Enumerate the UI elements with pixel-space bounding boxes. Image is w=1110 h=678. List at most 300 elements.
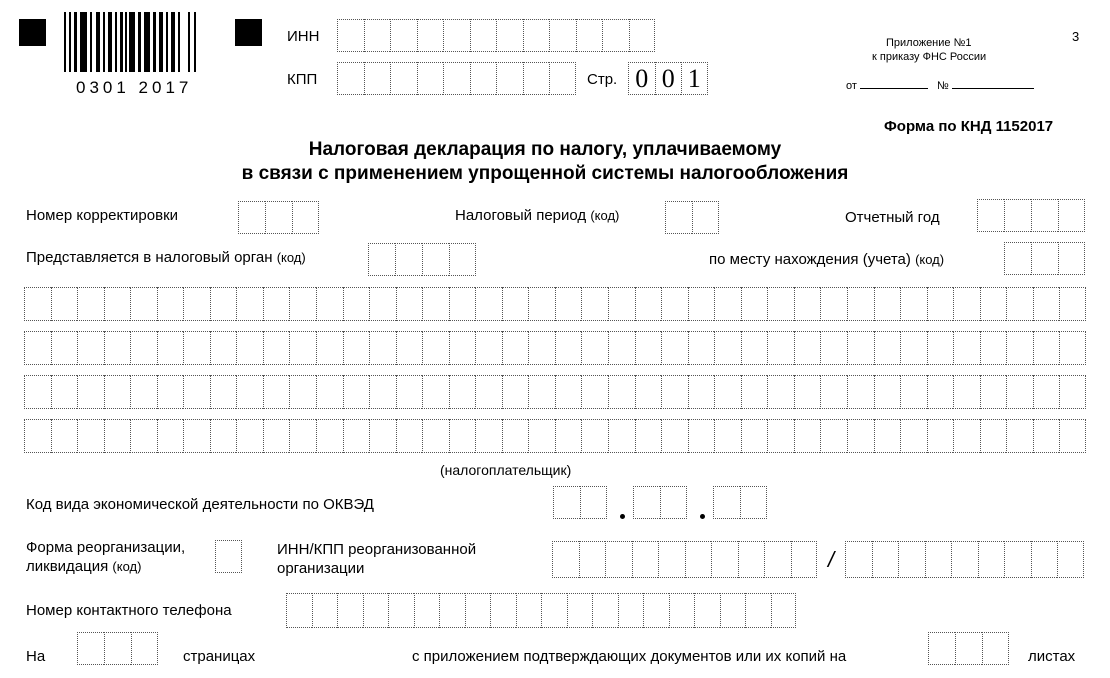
input-cell[interactable] (608, 375, 635, 409)
input-cell[interactable] (364, 19, 391, 52)
input-cell[interactable] (77, 287, 104, 321)
input-cell[interactable] (555, 331, 582, 365)
input-cell[interactable] (369, 287, 396, 321)
input-cell[interactable] (343, 419, 370, 453)
input-cell[interactable] (714, 331, 741, 365)
input-cell[interactable] (629, 19, 656, 52)
input-cell[interactable] (953, 375, 980, 409)
input-cell[interactable] (369, 331, 396, 365)
input-cell[interactable] (210, 287, 237, 321)
input-cell[interactable] (955, 632, 982, 665)
input-cell[interactable] (265, 201, 292, 234)
input-cell[interactable] (236, 419, 263, 453)
input-cell[interactable] (1006, 419, 1033, 453)
input-cell[interactable] (928, 632, 955, 665)
input-cell[interactable] (475, 331, 502, 365)
input-cell[interactable] (1059, 287, 1086, 321)
input-cell[interactable] (496, 62, 523, 95)
input-cell[interactable] (635, 419, 662, 453)
input-cell[interactable] (767, 331, 794, 365)
input-cell[interactable] (660, 486, 687, 519)
input-cell[interactable] (767, 287, 794, 321)
input-cell[interactable] (714, 419, 741, 453)
title-line2: в связи с применением упрощенной системы налогообложения (241, 163, 849, 184)
input-cell[interactable] (104, 287, 131, 321)
input-cell[interactable] (490, 593, 516, 628)
tax-authority-field[interactable] (368, 243, 476, 276)
input-cell[interactable] (592, 593, 618, 628)
input-cell[interactable] (927, 419, 954, 453)
input-cell[interactable] (51, 375, 78, 409)
input-cell[interactable] (24, 287, 51, 321)
page-number-field[interactable] (628, 62, 708, 95)
input-cell[interactable] (316, 375, 343, 409)
input-cell[interactable] (104, 331, 131, 365)
input-cell[interactable] (1006, 287, 1033, 321)
phone-field[interactable] (286, 593, 796, 628)
input-cell[interactable] (567, 593, 593, 628)
input-cell[interactable] (502, 419, 529, 453)
input-cell[interactable] (820, 331, 847, 365)
input-cell[interactable] (396, 375, 423, 409)
reorg-form-field[interactable] (215, 540, 242, 573)
input-cell[interactable] (470, 19, 497, 52)
input-cell[interactable] (51, 331, 78, 365)
input-cell[interactable] (927, 375, 954, 409)
input-cell[interactable] (77, 331, 104, 365)
input-cell[interactable] (516, 593, 542, 628)
appendix-line1: Приложение №1 (886, 37, 972, 49)
input-cell[interactable] (1031, 199, 1058, 232)
correction-number-field[interactable] (238, 201, 319, 234)
input-cell[interactable] (874, 419, 901, 453)
input-cell[interactable] (555, 419, 582, 453)
input-cell[interactable] (980, 287, 1007, 321)
from-label: от (846, 80, 857, 92)
input-cell[interactable] (1031, 541, 1058, 578)
input-cell[interactable] (24, 375, 51, 409)
inn-label: ИНН (287, 28, 320, 45)
input-cell[interactable] (711, 541, 738, 578)
input-cell[interactable] (581, 375, 608, 409)
input-cell[interactable] (443, 62, 470, 95)
input-cell[interactable] (741, 287, 768, 321)
input-cell[interactable] (130, 375, 157, 409)
input-cell[interactable] (820, 375, 847, 409)
input-cell[interactable] (210, 331, 237, 365)
input-cell[interactable] (847, 419, 874, 453)
input-cell[interactable] (528, 375, 555, 409)
input-cell[interactable] (1033, 287, 1060, 321)
input-cell[interactable] (635, 287, 662, 321)
phone-label: Номер контактного телефона (26, 602, 232, 619)
input-cell[interactable] (820, 287, 847, 321)
reorg-kpp-field[interactable] (845, 541, 1084, 578)
input-cell[interactable] (661, 331, 688, 365)
input-cell[interactable] (552, 541, 579, 578)
input-cell[interactable] (312, 593, 338, 628)
input-cell[interactable] (692, 201, 719, 234)
input-cell[interactable] (745, 593, 771, 628)
input-cell[interactable] (523, 19, 550, 52)
input-cell[interactable] (286, 593, 312, 628)
input-cell[interactable] (475, 419, 502, 453)
input-cell[interactable] (131, 632, 158, 665)
taxpayer-name-field[interactable] (24, 287, 1086, 463)
input-cell[interactable] (764, 541, 791, 578)
input-cell[interactable] (364, 62, 391, 95)
input-cell[interactable] (581, 287, 608, 321)
input-cell[interactable] (316, 287, 343, 321)
input-cell[interactable] (263, 287, 290, 321)
input-cell[interactable] (713, 486, 740, 519)
input-cell[interactable] (183, 375, 210, 409)
input-cell[interactable] (794, 419, 821, 453)
input-cell[interactable] (343, 287, 370, 321)
input-cell[interactable] (439, 593, 465, 628)
input-cell[interactable] (608, 287, 635, 321)
input-cell[interactable] (714, 375, 741, 409)
input-cell[interactable] (1058, 199, 1085, 232)
input-cell[interactable] (528, 331, 555, 365)
input-cell[interactable] (390, 19, 417, 52)
input-cell[interactable] (767, 419, 794, 453)
input-cell[interactable] (927, 331, 954, 365)
input-cell[interactable] (635, 331, 662, 365)
input-cell[interactable] (77, 419, 104, 453)
input-cell[interactable] (77, 375, 104, 409)
input-cell[interactable] (714, 287, 741, 321)
input-cell[interactable] (847, 375, 874, 409)
input-cell[interactable] (528, 419, 555, 453)
input-cell[interactable] (1033, 375, 1060, 409)
input-cell[interactable] (688, 375, 715, 409)
input-cell[interactable] (791, 541, 818, 578)
input-cell[interactable] (874, 375, 901, 409)
input-cell[interactable] (449, 419, 476, 453)
okved-field-part1[interactable] (553, 486, 607, 519)
input-cell[interactable] (449, 243, 476, 276)
input-cell[interactable] (104, 632, 131, 665)
input-cell[interactable] (51, 419, 78, 453)
input-cell[interactable] (1059, 331, 1086, 365)
pages-suffix: страницах (183, 648, 256, 665)
input-cell[interactable] (236, 375, 263, 409)
input-cell[interactable] (502, 375, 529, 409)
input-cell[interactable] (183, 419, 210, 453)
input-cell[interactable] (475, 375, 502, 409)
input-cell[interactable] (688, 287, 715, 321)
input-cell[interactable] (417, 62, 444, 95)
input-cell[interactable] (900, 331, 927, 365)
input-cell[interactable] (183, 287, 210, 321)
input-cell[interactable] (605, 541, 632, 578)
input-cell[interactable] (685, 541, 712, 578)
input-cell[interactable] (368, 243, 395, 276)
input-cell[interactable] (343, 331, 370, 365)
input-cell[interactable] (1031, 242, 1058, 275)
input-cell[interactable] (628, 62, 655, 95)
input-cell[interactable] (422, 375, 449, 409)
input-cell[interactable] (157, 287, 184, 321)
input-cell[interactable] (449, 375, 476, 409)
input-cell[interactable] (688, 419, 715, 453)
input-cell[interactable] (422, 331, 449, 365)
attachment-sheets-field[interactable] (928, 632, 1009, 665)
input-cell[interactable] (581, 419, 608, 453)
input-cell[interactable] (236, 287, 263, 321)
input-cell[interactable] (1057, 541, 1084, 578)
input-cell[interactable] (337, 593, 363, 628)
okved-field-part3[interactable] (713, 486, 767, 519)
input-cell[interactable] (643, 593, 669, 628)
input-cell[interactable] (847, 331, 874, 365)
input-cell[interactable] (343, 375, 370, 409)
input-cell[interactable] (449, 331, 476, 365)
input-cell[interactable] (541, 593, 567, 628)
input-cell[interactable] (794, 287, 821, 321)
input-cell[interactable] (396, 287, 423, 321)
reorg-inn-kpp-label: ИНН/КПП реорганизованной организации (277, 541, 477, 577)
input-cell[interactable] (1033, 419, 1060, 453)
input-cell[interactable] (618, 593, 644, 628)
input-cell[interactable] (414, 593, 440, 628)
input-cell[interactable] (390, 62, 417, 95)
input-cell[interactable] (470, 62, 497, 95)
input-cell[interactable] (694, 593, 720, 628)
taxpayer-row[interactable] (24, 287, 1086, 321)
input-cell[interactable] (215, 540, 242, 573)
input-cell[interactable] (900, 287, 927, 321)
input-cell[interactable] (633, 486, 660, 519)
input-cell[interactable] (396, 331, 423, 365)
input-cell[interactable] (316, 331, 343, 365)
location-label: по месту нахождения (учета) (код) (709, 251, 945, 268)
input-cell[interactable] (422, 243, 449, 276)
input-cell[interactable] (953, 419, 980, 453)
input-cell[interactable] (553, 486, 580, 519)
input-cell[interactable] (872, 541, 899, 578)
input-cell[interactable] (608, 419, 635, 453)
form-code: Форма по КНД 1152017 (884, 118, 1054, 135)
input-cell[interactable] (1006, 331, 1033, 365)
input-cell[interactable] (771, 593, 797, 628)
input-cell[interactable] (555, 287, 582, 321)
input-cell[interactable] (579, 541, 606, 578)
input-cell[interactable] (632, 541, 659, 578)
input-cell[interactable] (658, 541, 685, 578)
reporting-year-field[interactable] (977, 199, 1085, 232)
input-cell[interactable] (157, 375, 184, 409)
input-cell[interactable] (337, 19, 364, 52)
inn-kpp-separator: / (828, 547, 835, 572)
input-cell[interactable] (580, 486, 607, 519)
pages-count-field[interactable] (77, 632, 158, 665)
input-cell[interactable] (363, 593, 389, 628)
input-cell[interactable] (688, 331, 715, 365)
input-cell[interactable] (767, 375, 794, 409)
order-date-line (846, 78, 1034, 92)
kpp-label: КПП (287, 71, 318, 88)
input-cell[interactable] (655, 62, 682, 95)
input-cell[interactable] (635, 375, 662, 409)
input-cell[interactable] (77, 632, 104, 665)
cell-value: 0 (661, 63, 675, 93)
input-cell[interactable] (874, 287, 901, 321)
title-line1: Налоговая декларация по налогу, уплачиваемому (308, 139, 782, 160)
location-field[interactable] (1004, 242, 1085, 275)
input-cell[interactable] (130, 287, 157, 321)
input-cell[interactable] (661, 375, 688, 409)
input-cell[interactable] (898, 541, 925, 578)
input-cell[interactable] (24, 331, 51, 365)
input-cell[interactable] (576, 19, 603, 52)
input-cell[interactable] (794, 375, 821, 409)
taxpayer-row[interactable] (24, 331, 1086, 365)
page-title (0, 138, 1110, 186)
input-cell[interactable] (740, 486, 767, 519)
input-cell[interactable] (289, 375, 316, 409)
input-cell[interactable] (900, 375, 927, 409)
input-cell[interactable] (104, 375, 131, 409)
input-cell[interactable] (738, 541, 765, 578)
input-cell[interactable] (1004, 541, 1031, 578)
input-cell[interactable] (845, 541, 872, 578)
taxpayer-row[interactable] (24, 419, 1086, 453)
page-corner-number: 3 (1072, 29, 1080, 44)
input-cell[interactable] (953, 287, 980, 321)
input-cell[interactable] (443, 19, 470, 52)
reorg-inn-field[interactable] (552, 541, 817, 578)
input-cell[interactable] (238, 201, 265, 234)
input-cell[interactable] (1033, 331, 1060, 365)
pages-prefix: На (26, 648, 46, 665)
kpp-field[interactable] (337, 62, 576, 95)
input-cell[interactable] (523, 62, 550, 95)
tax-period-label: Налоговый период (код) (455, 207, 620, 224)
input-cell[interactable] (549, 19, 576, 52)
input-cell[interactable] (157, 331, 184, 365)
input-cell[interactable] (951, 541, 978, 578)
input-cell[interactable] (953, 331, 980, 365)
okved-separator-dot (700, 514, 705, 519)
inn-field[interactable] (337, 19, 655, 52)
input-cell[interactable] (980, 375, 1007, 409)
input-cell[interactable] (236, 331, 263, 365)
reporting-year-label: Отчетный год (845, 209, 940, 226)
input-cell[interactable] (316, 419, 343, 453)
input-cell[interactable] (130, 419, 157, 453)
input-cell[interactable] (608, 331, 635, 365)
input-cell[interactable] (794, 331, 821, 365)
okved-label: Код вида экономической деятельности по ОКВЭД (26, 496, 374, 513)
input-cell[interactable] (982, 632, 1009, 665)
input-cell[interactable] (263, 419, 290, 453)
input-cell[interactable] (502, 287, 529, 321)
cell-value: 0 (635, 63, 649, 93)
input-cell[interactable] (669, 593, 695, 628)
input-cell[interactable] (977, 199, 1004, 232)
tax-period-field[interactable] (665, 201, 719, 234)
input-cell[interactable] (1006, 375, 1033, 409)
input-cell[interactable] (496, 19, 523, 52)
input-cell[interactable] (183, 331, 210, 365)
input-cell[interactable] (1004, 242, 1031, 275)
tax-authority-label: Представляется в налоговый орган (код) (26, 249, 306, 266)
input-cell[interactable] (289, 419, 316, 453)
input-cell[interactable] (980, 331, 1007, 365)
input-cell[interactable] (847, 287, 874, 321)
input-cell[interactable] (874, 331, 901, 365)
input-cell[interactable] (449, 287, 476, 321)
input-cell[interactable] (900, 419, 927, 453)
input-cell[interactable] (289, 287, 316, 321)
input-cell[interactable] (1004, 199, 1031, 232)
input-cell[interactable] (51, 287, 78, 321)
input-cell[interactable] (157, 419, 184, 453)
okved-field-part2[interactable] (633, 486, 687, 519)
input-cell[interactable] (925, 541, 952, 578)
input-cell[interactable] (555, 375, 582, 409)
taxpayer-caption: (налогоплательщик) (440, 462, 572, 478)
input-cell[interactable] (661, 287, 688, 321)
input-cell[interactable] (210, 419, 237, 453)
input-cell[interactable] (388, 593, 414, 628)
input-cell[interactable] (422, 419, 449, 453)
input-cell[interactable] (210, 375, 237, 409)
input-cell[interactable] (465, 593, 491, 628)
input-cell[interactable] (396, 419, 423, 453)
input-cell[interactable] (665, 201, 692, 234)
input-cell[interactable] (263, 375, 290, 409)
input-cell[interactable] (1058, 242, 1085, 275)
input-cell[interactable] (1059, 419, 1086, 453)
input-cell[interactable] (820, 419, 847, 453)
input-cell[interactable] (681, 62, 708, 95)
input-cell[interactable] (24, 419, 51, 453)
input-cell[interactable] (741, 331, 768, 365)
input-cell[interactable] (369, 419, 396, 453)
taxpayer-row[interactable] (24, 375, 1086, 409)
input-cell[interactable] (549, 62, 576, 95)
input-cell[interactable] (130, 331, 157, 365)
input-cell[interactable] (337, 62, 364, 95)
input-cell[interactable] (741, 375, 768, 409)
input-cell[interactable] (661, 419, 688, 453)
input-cell[interactable] (369, 375, 396, 409)
input-cell[interactable] (741, 419, 768, 453)
input-cell[interactable] (980, 419, 1007, 453)
input-cell[interactable] (528, 287, 555, 321)
input-cell[interactable] (720, 593, 746, 628)
input-cell[interactable] (927, 287, 954, 321)
input-cell[interactable] (422, 287, 449, 321)
reorg-form-label: Форма реорганизации, ликвидация (код) (26, 539, 186, 575)
page-label: Стр. (587, 71, 618, 88)
input-cell[interactable] (289, 331, 316, 365)
input-cell[interactable] (417, 19, 444, 52)
input-cell[interactable] (602, 19, 629, 52)
input-cell[interactable] (395, 243, 422, 276)
input-cell[interactable] (292, 201, 319, 234)
input-cell[interactable] (581, 331, 608, 365)
input-cell[interactable] (263, 331, 290, 365)
input-cell[interactable] (1059, 375, 1086, 409)
input-cell[interactable] (475, 287, 502, 321)
input-cell[interactable] (104, 419, 131, 453)
input-cell[interactable] (978, 541, 1005, 578)
input-cell[interactable] (502, 331, 529, 365)
